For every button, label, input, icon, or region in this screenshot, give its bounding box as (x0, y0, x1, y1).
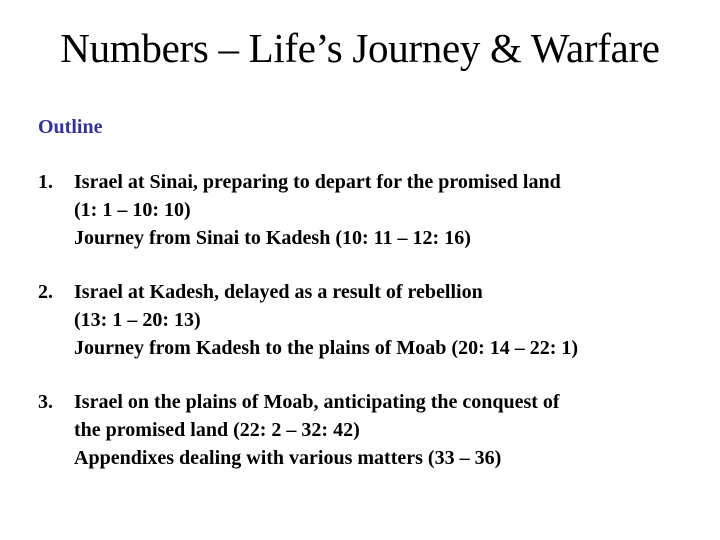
outline-list (38, 168, 708, 498)
item-line: Appendixes dealing with various matters (33 – 36) (74, 447, 502, 469)
item-number: 1. (38, 171, 53, 193)
item-line: Israel at Kadesh, delayed as a result of rebellion (74, 281, 483, 303)
item-line: the promised land (22: 2 – 32: 42) (74, 419, 360, 441)
outline-item (38, 388, 708, 472)
item-line: Journey from Sinai to Kadesh (10: 11 – 12: 16) (74, 227, 471, 249)
item-line: (13: 1 – 20: 13) (74, 309, 201, 331)
item-line: (1: 1 – 10: 10) (74, 199, 191, 221)
slide-title: Numbers – Life’s Journey & Warfare (60, 25, 660, 71)
item-line: Israel at Sinai, preparing to depart for the promised land (74, 171, 561, 193)
outline-item (38, 168, 708, 252)
outline-item (38, 278, 708, 362)
item-line: Journey from Kadesh to the plains of Moab (20: 14 – 22: 1) (74, 337, 579, 359)
item-number: 3. (38, 391, 53, 413)
item-number: 2. (38, 281, 53, 303)
outline-heading: Outline (38, 116, 103, 138)
item-line: Israel on the plains of Moab, anticipating the conquest of (74, 391, 560, 413)
